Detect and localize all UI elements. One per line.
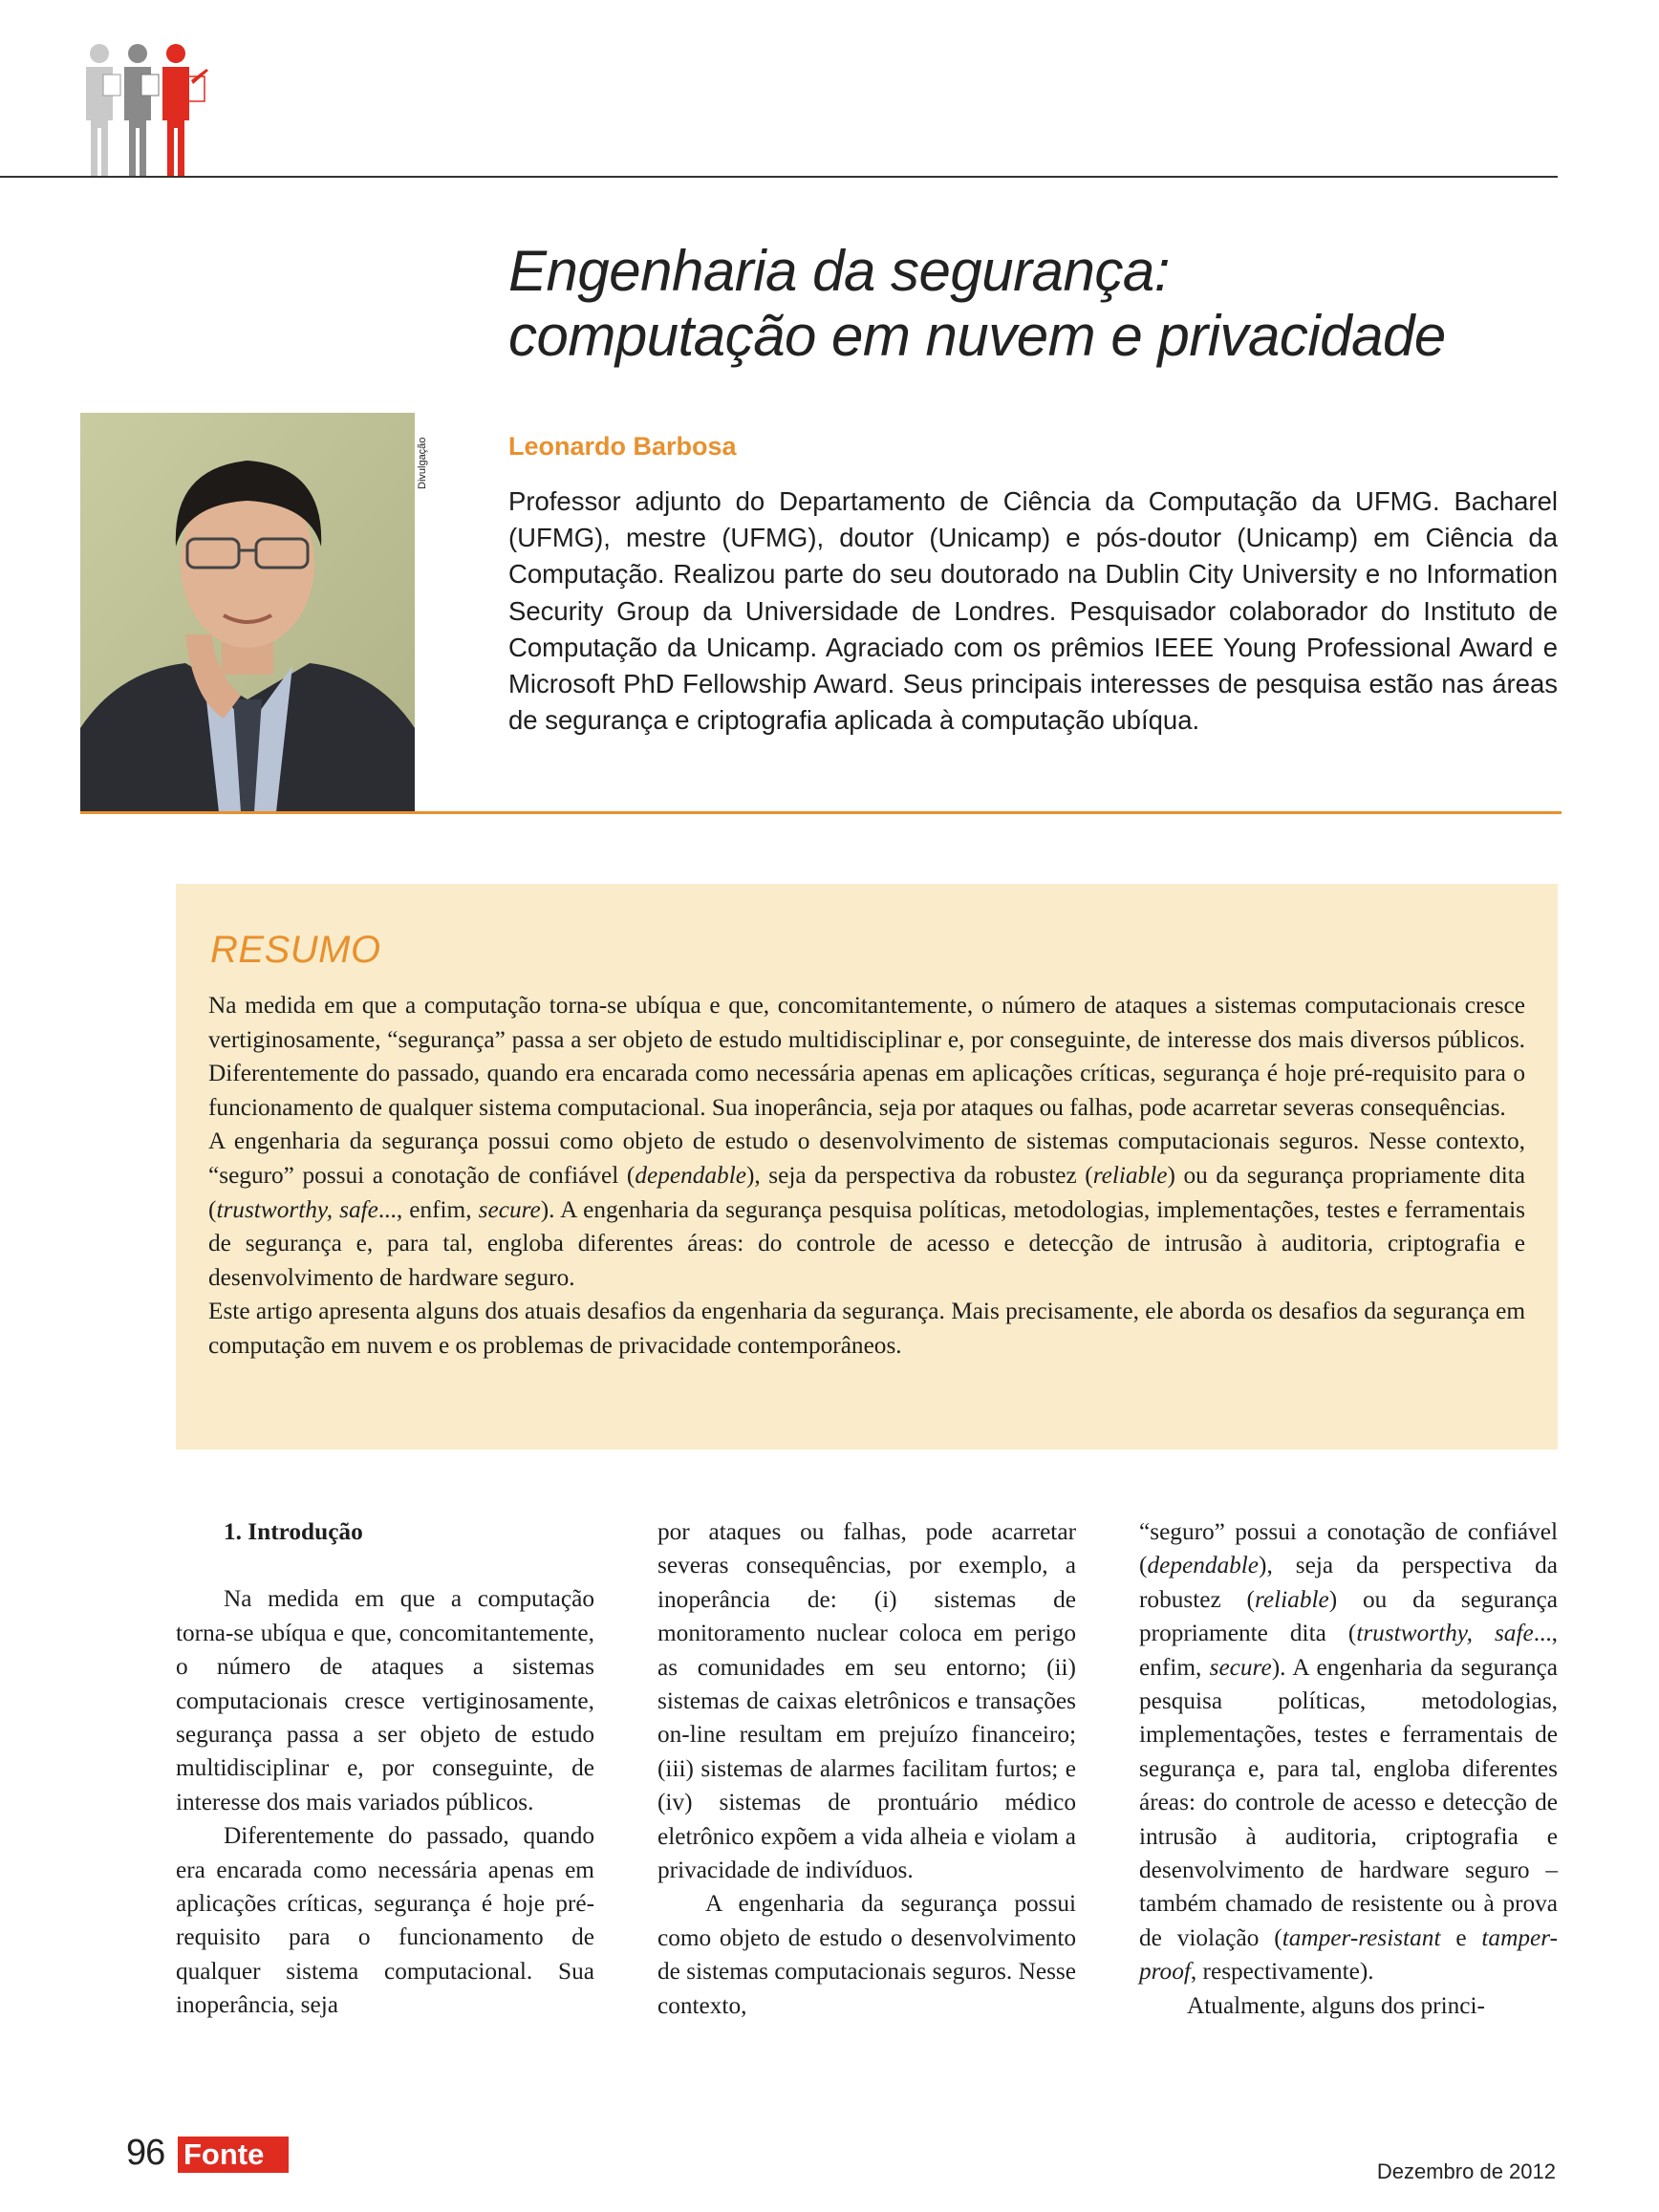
author-name: Leonardo Barbosa (508, 432, 737, 461)
author-photo (80, 413, 415, 812)
abstract-paragraph-2: A engenharia da segurança possui como objeto de estudo o desenvolvimento de sistemas computacionais seguros. Nesse contexto, “seguro” possui a conotação de confiável (dependable), seja da perspectiva da robustez (reliable) ou da segurança propriamente dita (trustworthy, safe..., enfim, secure). A engenharia da segurança pesquisa políticas, metodologias, implementações, testes e ferramentais de segurança e, para tal, engloba diferentes áreas: do controle de acesso e detecção de intrusão à auditoria, criptografia e desenvolvimento de hardware seguro. (208, 1127, 1526, 1291)
page-number: 96 (126, 2133, 165, 2173)
abstract-text (208, 989, 1525, 1364)
body-column-2 (657, 1515, 1076, 2023)
photo-credit: Divulgação (417, 437, 428, 489)
article-title (508, 239, 1550, 369)
header-rule (0, 176, 1558, 178)
abstract-title: RESUMO (210, 929, 381, 971)
body-paragraph: Atualmente, alguns dos princi- (1187, 1991, 1485, 2019)
section-rule (80, 811, 1562, 814)
section-heading: 1. Introdução (224, 1518, 363, 1545)
body-column-1 (176, 1515, 594, 2023)
abstract-paragraph-1: Na medida em que a computação torna-se ubíqua e que, concomitantemente, o número de ataques a sistemas computacionais cresce vertiginosamente, “segurança” passa a ser objeto de estudo multidisciplinar e, por conseguinte, de interesse dos mais diversos públicos. Diferentemente do passado, quando era encarada como necessária apenas em aplicações críticas, segurança é hoje pré-requisito para o funcionamento de qualquer sistema computacional. Sua inoperância, seja por ataques ou falhas, pode acarretar severas consequências. (208, 992, 1525, 1121)
title-line-2: computação em nuvem e privacidade (508, 304, 1446, 368)
body-paragraph: por ataques ou falhas, pode acarretar severas consequências, por exemplo, a inoperância de: (i) sistemas de monitoramento nuclear coloca em perigo as comunidades em seu entorno; (ii) sistemas de caixas eletrônicos e transações on-line resultam em prejuízo financeiro; (iii) sistemas de alarmes facilitam furtos; e (iv) sistemas de prontuário médico eletrônico expõem a vida alheia e violam a privacidade de indivíduos. (657, 1518, 1076, 1884)
title-line-1: Engenharia da segurança: (508, 239, 1170, 303)
body-paragraph: Diferentemente do passado, quando era encarada como necessária apenas em aplicações críticas, segurança é hoje pré-requisito para o funcionamento de qualquer sistema computacional. Sua inoperância, seja (176, 1822, 594, 2019)
body-paragraph: A engenharia da segurança possui como objeto de estudo o desenvolvimento de sistemas computacionais seguros. Nesse contexto, (657, 1890, 1076, 2019)
people-logo-icon (80, 42, 224, 178)
author-bio: Professor adjunto do Departamento de Ciência da Computação da UFMG. Bacharel (UFMG), mestre (UFMG), doutor (Unicamp) e pós-doutor (Unicamp) em Ciência da Computação. Realizou parte do seu doutorado na Dublin City University e no Information Security Group da Universidade de Londres. Pesquisador colaborador do Instituto de Computação da Unicamp. Agraciado com os prêmios IEEE Young Professional Award e Microsoft PhD Fellowship Award. Seus principais interesses de pesquisa estão nas áreas de segurança e criptografia aplicada à computação ubíqua. (508, 486, 1558, 736)
issue-date: Dezembro de 2012 (1376, 2159, 1556, 2183)
body-paragraph: Na medida em que a computação torna-se ubíqua e que, concomitantemente, o número de ataques a sistemas computacionais cresce vertiginosamente, segurança passa a ser objeto de estudo multidisciplinar e, por conseguinte, de interesse dos mais variados públicos. (176, 1585, 594, 1815)
body-column-3 (1139, 1515, 1558, 2023)
magazine-logo: Fonte (178, 2137, 289, 2173)
body-paragraph: “seguro” possui a conotação de confiável (dependable), seja da perspectiva da robustez (reliable) ou da segurança propriamente dita (trustworthy, safe..., enfim, secure). A engenharia da segurança pesquisa políticas, metodologias, implementações, testes e ferramentais de segurança e, para tal, engloba diferentes áreas: do controle de acesso e detecção de intrusão à auditoria, criptografia e desenvolvimento de hardware seguro – também chamado de resistente ou à prova de violação (tamper-resistant e tamper-proof, respectivamente). (1139, 1518, 1559, 1986)
abstract-paragraph-3: Este artigo apresenta alguns dos atuais desafios da engenharia da segurança. Mais precisamente, ele aborda os desafios da segurança em computação em nuvem e os problemas de privacidade contemporâneos. (208, 1298, 1525, 1359)
